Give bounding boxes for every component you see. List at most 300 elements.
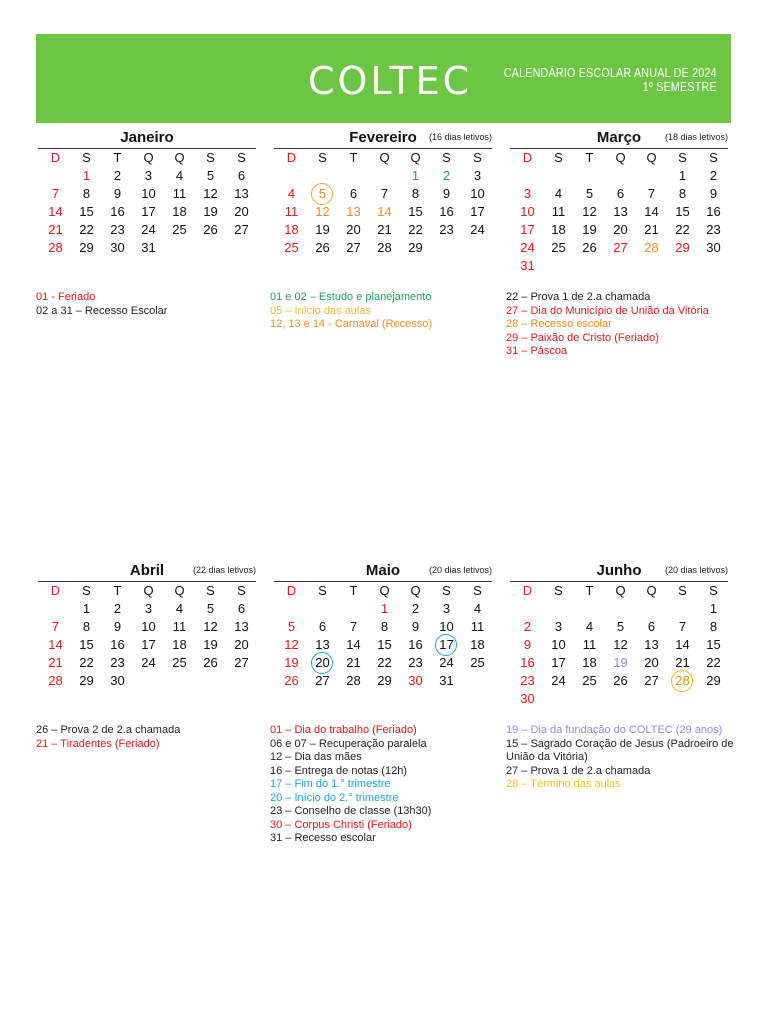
empty-day-cell	[164, 672, 195, 690]
day-cell: 21	[48, 222, 63, 237]
day-cell: 6	[237, 601, 246, 616]
weekday-header: S	[237, 583, 246, 598]
month-grid	[40, 582, 256, 690]
coltec-logo: COLTEC	[308, 59, 473, 103]
day-cell: 23	[110, 655, 125, 670]
day-cell: 20	[307, 654, 338, 672]
calendar-note: 16 – Entrega de notas (12h)	[270, 764, 407, 777]
day-cell: 19	[203, 204, 218, 219]
day-cell: 23	[408, 655, 423, 670]
day-cell: 5	[616, 619, 625, 634]
weekday-header: Q	[615, 150, 626, 165]
calendar-note: 28 – Recesso escolar	[506, 318, 612, 330]
day-cell: 8	[709, 619, 718, 634]
day-cell: 31	[141, 240, 156, 255]
month-name: Abril	[129, 562, 165, 579]
day-cell: 9	[113, 619, 122, 634]
day-cell: 17	[520, 222, 535, 237]
day-cell: 5	[585, 186, 594, 201]
day-cell: 1	[82, 601, 91, 616]
day-cell: 30	[110, 240, 125, 255]
empty-day-cell	[574, 600, 605, 618]
day-cell: 9	[442, 186, 451, 201]
day-cell: 25	[284, 240, 299, 255]
day-cell: 31	[439, 673, 454, 688]
weekday-header: Q	[646, 583, 657, 598]
month-name: Maio	[365, 562, 401, 579]
weekday-header: S	[473, 150, 482, 165]
weekday-header: Q	[410, 583, 421, 598]
day-cell: 13	[234, 619, 249, 634]
day-cell: 23	[520, 673, 535, 688]
day-cell: 22	[377, 655, 392, 670]
calendar-note: 15 – Sagrado Coração de Jesus (Padroeiro de União da Vitória)	[506, 737, 734, 763]
weekday-header: S	[554, 583, 563, 598]
weekday-header: Q	[174, 150, 185, 165]
day-cell: 16	[520, 655, 535, 670]
weekday-header: D	[286, 583, 297, 598]
empty-day-cell	[574, 167, 605, 185]
day-cell: 5	[206, 168, 215, 183]
day-cell: 19	[613, 655, 628, 670]
month-abril	[38, 562, 256, 690]
day-cell: 29	[706, 673, 721, 688]
day-cell: 25	[172, 222, 187, 237]
day-cell: 1	[678, 168, 687, 183]
weekday-header: S	[678, 583, 687, 598]
day-cell: 16	[110, 637, 125, 652]
empty-day-cell	[369, 167, 400, 185]
day-cell: 20	[234, 637, 249, 652]
day-cell: 25	[582, 673, 597, 688]
month-header	[274, 562, 492, 579]
empty-day-cell	[276, 600, 307, 618]
empty-day-cell	[307, 600, 338, 618]
day-cell: 28	[667, 672, 698, 690]
month-grid	[276, 582, 492, 690]
calendar-note: 27 – Prova 1 de 2.a chamada	[506, 764, 651, 777]
weekday-header: Q	[174, 583, 185, 598]
empty-day-cell	[543, 600, 574, 618]
day-cell: 31	[520, 258, 535, 273]
weekday-header: S	[442, 150, 451, 165]
day-cell: 10	[141, 619, 156, 634]
month-header	[38, 129, 256, 146]
calendar-note: 23 – Conselho de classe (13h30)	[270, 805, 432, 817]
day-cell: 1	[380, 601, 389, 616]
day-cell: 6	[318, 619, 327, 634]
day-cell: 22	[79, 655, 94, 670]
month-janeiro	[38, 129, 256, 257]
day-cell: 27	[315, 673, 330, 688]
day-cell: 10	[141, 186, 156, 201]
empty-day-cell	[431, 239, 462, 257]
day-cell: 22	[408, 222, 423, 237]
weekday-header: Q	[143, 583, 154, 598]
day-cell: 9	[523, 637, 532, 652]
day-cell: 27	[613, 240, 628, 255]
calendar-title-line2: 1º SEMESTRE	[642, 79, 717, 94]
empty-day-cell	[667, 690, 698, 708]
day-cell: 9	[709, 186, 718, 201]
day-cell: 28	[48, 673, 63, 688]
day-cell: 21	[377, 222, 392, 237]
school-days-count: (16 dias letivos)	[428, 132, 492, 142]
day-cell: 4	[287, 186, 296, 201]
empty-day-cell	[605, 600, 636, 618]
day-cell: 24	[439, 655, 454, 670]
day-cell: 13	[315, 637, 330, 652]
day-cell: 11	[284, 204, 299, 219]
day-cell: 13	[346, 204, 361, 219]
day-cell: 13	[234, 186, 249, 201]
calendar-note: 01 - Feriado	[36, 291, 96, 303]
weekday-header: S	[442, 583, 451, 598]
weekday-header: D	[50, 150, 61, 165]
day-cell: 10	[551, 637, 566, 652]
day-cell: 14	[48, 204, 63, 219]
day-cell: 11	[582, 637, 597, 652]
day-cell: 27	[234, 222, 249, 237]
day-cell: 18	[551, 222, 566, 237]
day-cell: 1	[411, 168, 420, 183]
day-cell: 8	[678, 186, 687, 201]
weekday-header: T	[113, 150, 122, 165]
day-cell: 16	[706, 204, 721, 219]
day-cell: 18	[582, 655, 597, 670]
weekday-header: S	[318, 150, 327, 165]
day-cell: 18	[172, 637, 187, 652]
empty-day-cell	[636, 167, 667, 185]
day-cell: 15	[79, 204, 94, 219]
day-cell: 22	[706, 655, 721, 670]
calendar-note: 31 – Páscoa	[506, 345, 568, 357]
empty-day-cell	[605, 257, 636, 275]
day-cell: 8	[380, 619, 389, 634]
weekday-header: T	[113, 583, 122, 598]
day-cell: 4	[473, 601, 482, 616]
day-cell: 24	[551, 673, 566, 688]
month-grid	[512, 149, 728, 275]
day-cell: 12	[284, 637, 299, 652]
calendar-note: 01 e 02 – Estudo e planejamento	[270, 291, 432, 303]
weekday-header: Q	[615, 583, 626, 598]
day-cell: 13	[644, 637, 659, 652]
empty-day-cell	[195, 239, 226, 257]
day-cell: 17	[431, 636, 462, 654]
day-cell: 7	[51, 619, 60, 634]
day-cell: 6	[349, 186, 358, 201]
weekday-header: S	[554, 150, 563, 165]
day-cell: 5	[206, 601, 215, 616]
weekday-header: S	[709, 583, 718, 598]
calendar-note: 06 e 07 – Recuperação paralela	[270, 737, 427, 750]
day-cell: 17	[141, 204, 156, 219]
calendar-note: 02 a 31 – Recesso Escolar	[36, 304, 168, 317]
day-cell: 12	[582, 204, 597, 219]
calendar-note: 20 – Início do 2.° trimestre	[270, 791, 399, 804]
day-cell: 15	[377, 637, 392, 652]
weekday-header: D	[522, 583, 533, 598]
day-cell: 11	[470, 619, 485, 634]
day-cell: 14	[48, 637, 63, 652]
empty-day-cell	[462, 672, 493, 690]
empty-day-cell	[276, 167, 307, 185]
calendar-note: 05 – Início das aulas	[270, 304, 371, 317]
day-cell: 24	[141, 655, 156, 670]
empty-day-cell	[543, 690, 574, 708]
month-notes	[36, 291, 167, 318]
day-cell: 29	[79, 673, 94, 688]
empty-day-cell	[636, 690, 667, 708]
empty-day-cell	[698, 690, 729, 708]
day-cell: 30	[110, 673, 125, 688]
day-cell: 25	[470, 655, 485, 670]
school-days-count: (22 dias letivos)	[192, 565, 256, 575]
day-cell: 28	[48, 240, 63, 255]
month-fevereiro	[274, 129, 492, 257]
empty-day-cell	[226, 672, 257, 690]
weekday-header: T	[349, 150, 358, 165]
day-cell: 20	[644, 655, 659, 670]
day-cell: 28	[346, 673, 361, 688]
month-março	[510, 129, 728, 275]
empty-day-cell	[574, 257, 605, 275]
day-cell: 21	[675, 655, 690, 670]
day-cell: 29	[408, 240, 423, 255]
day-cell: 16	[110, 204, 125, 219]
month-notes	[270, 291, 432, 332]
day-cell: 14	[377, 204, 392, 219]
empty-day-cell	[543, 167, 574, 185]
weekday-header: S	[206, 583, 215, 598]
calendar-title	[504, 66, 717, 94]
day-cell: 22	[675, 222, 690, 237]
calendar-note: 28 – Término das aulas	[506, 778, 621, 790]
day-cell: 19	[582, 222, 597, 237]
day-cell: 11	[172, 619, 187, 634]
month-header	[38, 562, 256, 579]
month-notes	[36, 724, 180, 751]
day-cell: 10	[470, 186, 485, 201]
calendar-note: 22 – Prova 1 de 2.a chamada	[506, 291, 651, 303]
day-cell: 8	[82, 186, 91, 201]
day-cell: 18	[172, 204, 187, 219]
day-cell: 3	[442, 601, 451, 616]
month-header	[274, 129, 492, 146]
day-cell: 7	[51, 186, 60, 201]
day-cell: 23	[439, 222, 454, 237]
weekday-header: Q	[143, 150, 154, 165]
calendar-note: 19 – Dia da fundação do COLTEC (29 anos)	[506, 724, 723, 736]
day-cell: 28	[644, 240, 659, 255]
day-cell: 23	[110, 222, 125, 237]
empty-day-cell	[338, 167, 369, 185]
month-grid	[512, 582, 728, 708]
day-cell: 4	[175, 168, 184, 183]
empty-day-cell	[133, 672, 164, 690]
day-cell: 19	[203, 637, 218, 652]
day-cell: 17	[551, 655, 566, 670]
day-cell: 9	[113, 186, 122, 201]
weekday-header: S	[678, 150, 687, 165]
weekday-header: T	[349, 583, 358, 598]
day-cell: 21	[346, 655, 361, 670]
month-name: Fevereiro	[349, 129, 417, 146]
empty-day-cell	[226, 239, 257, 257]
day-cell: 4	[175, 601, 184, 616]
day-cell: 16	[408, 637, 423, 652]
day-cell: 7	[678, 619, 687, 634]
empty-day-cell	[574, 690, 605, 708]
day-cell: 2	[442, 168, 451, 183]
day-cell: 26	[613, 673, 628, 688]
empty-day-cell	[338, 600, 369, 618]
month-header	[510, 129, 728, 146]
calendar-title-line1: CALENDÁRIO ESCOLAR ANUAL DE 2024	[503, 65, 717, 80]
calendar-note: 17 – Fim do 1.° trimestre	[270, 778, 391, 790]
day-cell: 20	[234, 204, 249, 219]
day-cell: 10	[520, 204, 535, 219]
empty-day-cell	[605, 690, 636, 708]
day-cell: 3	[144, 168, 153, 183]
calendar-note: 01 – Dia do trabalho (Feriado)	[270, 724, 417, 736]
weekday-header: S	[206, 150, 215, 165]
day-cell: 12	[315, 204, 330, 219]
header-banner	[36, 34, 731, 123]
day-cell: 11	[172, 186, 187, 201]
day-cell: 23	[706, 222, 721, 237]
month-name: Janeiro	[120, 129, 174, 146]
weekday-header: Q	[379, 150, 390, 165]
weekday-header: D	[286, 150, 297, 165]
weekday-header: Q	[646, 150, 657, 165]
day-cell: 12	[203, 186, 218, 201]
day-cell: 3	[144, 601, 153, 616]
day-cell: 29	[377, 673, 392, 688]
day-cell: 5	[307, 185, 338, 203]
day-cell: 9	[411, 619, 420, 634]
day-cell: 15	[79, 637, 94, 652]
day-cell: 4	[554, 186, 563, 201]
day-cell: 15	[408, 204, 423, 219]
day-cell: 17	[141, 637, 156, 652]
day-cell: 6	[237, 168, 246, 183]
day-cell: 25	[172, 655, 187, 670]
day-cell: 20	[613, 222, 628, 237]
day-cell: 29	[675, 240, 690, 255]
day-cell: 2	[113, 601, 122, 616]
day-cell: 26	[315, 240, 330, 255]
day-cell: 28	[377, 240, 392, 255]
empty-day-cell	[40, 600, 71, 618]
day-cell: 2	[523, 619, 532, 634]
day-cell: 5	[287, 619, 296, 634]
school-days-count: (20 dias letivos)	[664, 565, 728, 575]
empty-day-cell	[195, 672, 226, 690]
month-header	[510, 562, 728, 579]
day-cell: 2	[709, 168, 718, 183]
day-cell: 13	[613, 204, 628, 219]
day-cell: 15	[675, 204, 690, 219]
empty-day-cell	[698, 257, 729, 275]
day-cell: 26	[203, 222, 218, 237]
day-cell: 7	[349, 619, 358, 634]
weekday-header: S	[318, 583, 327, 598]
day-cell: 19	[284, 655, 299, 670]
day-cell: 25	[551, 240, 566, 255]
day-cell: 24	[470, 222, 485, 237]
weekday-header: S	[237, 150, 246, 165]
weekday-header: S	[709, 150, 718, 165]
day-cell: 6	[616, 186, 625, 201]
day-cell: 11	[551, 204, 566, 219]
calendar-note: 31 – Recesso escolar	[270, 832, 376, 844]
weekday-header: T	[585, 150, 594, 165]
day-cell: 26	[582, 240, 597, 255]
weekday-header: S	[82, 150, 91, 165]
month-maio	[274, 562, 492, 690]
weekday-header: T	[585, 583, 594, 598]
day-cell: 1	[709, 601, 718, 616]
day-cell: 12	[613, 637, 628, 652]
day-cell: 2	[113, 168, 122, 183]
day-cell: 21	[644, 222, 659, 237]
day-cell: 12	[203, 619, 218, 634]
empty-day-cell	[543, 257, 574, 275]
month-notes	[506, 291, 709, 359]
weekday-header: Q	[410, 150, 421, 165]
empty-day-cell	[512, 600, 543, 618]
school-days-count: (20 dias letivos)	[428, 565, 492, 575]
weekday-header: D	[50, 583, 61, 598]
month-name: Março	[596, 129, 642, 146]
day-cell: 7	[380, 186, 389, 201]
day-cell: 26	[203, 655, 218, 670]
day-cell: 24	[141, 222, 156, 237]
month-notes	[506, 724, 736, 792]
calendar-note: 12 – Dia das mães	[270, 751, 362, 763]
day-cell: 4	[585, 619, 594, 634]
day-cell: 8	[411, 186, 420, 201]
day-cell: 27	[346, 240, 361, 255]
empty-day-cell	[605, 167, 636, 185]
day-cell: 29	[79, 240, 94, 255]
weekday-header: Q	[379, 583, 390, 598]
empty-day-cell	[667, 257, 698, 275]
calendar-note: 30 – Corpus Christi (Feriado)	[270, 818, 412, 831]
day-cell: 3	[523, 186, 532, 201]
empty-day-cell	[512, 167, 543, 185]
day-cell: 30	[408, 673, 423, 688]
day-cell: 26	[284, 673, 299, 688]
day-cell: 10	[439, 619, 454, 634]
day-cell: 17	[470, 204, 485, 219]
day-cell: 14	[675, 637, 690, 652]
day-cell: 14	[644, 204, 659, 219]
day-cell: 24	[520, 240, 535, 255]
day-cell: 21	[48, 655, 63, 670]
day-cell: 22	[79, 222, 94, 237]
weekday-header: S	[473, 583, 482, 598]
day-cell: 18	[284, 222, 299, 237]
day-cell: 30	[520, 691, 535, 706]
empty-day-cell	[462, 239, 493, 257]
day-cell: 16	[439, 204, 454, 219]
day-cell: 19	[315, 222, 330, 237]
empty-day-cell	[667, 600, 698, 618]
calendar-note: 21 – Tiradentes (Feriado)	[36, 737, 160, 750]
